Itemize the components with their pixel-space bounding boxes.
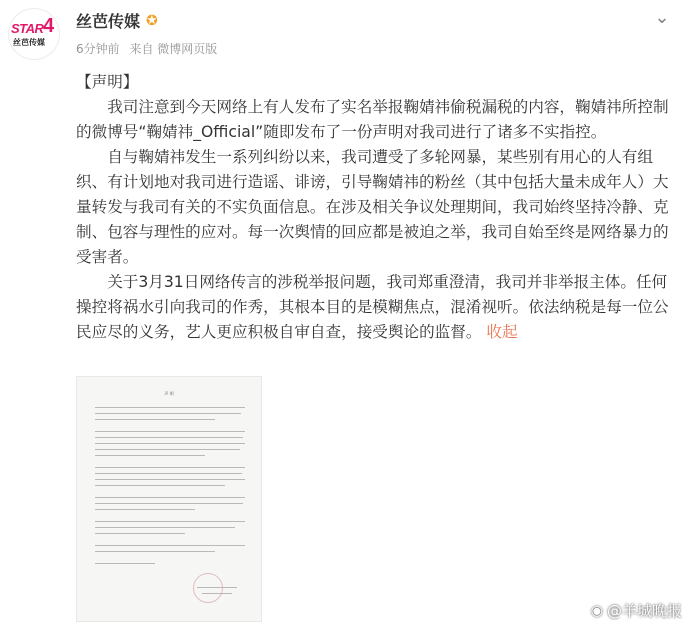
avatar[interactable]: [8, 8, 60, 60]
post-time[interactable]: 6分钟前: [76, 42, 120, 56]
doc-text-line: [95, 473, 242, 474]
doc-text-line: [95, 497, 245, 498]
chevron-down-icon[interactable]: ⌄: [654, 7, 670, 28]
verified-badge-icon: ✪: [146, 12, 158, 29]
image-watermark: [591, 600, 682, 621]
post-source: 来自 微博网页版: [129, 42, 218, 56]
post-header: [0, 0, 690, 70]
doc-text-line: [95, 521, 245, 522]
logo-company-text: 丝芭传媒: [13, 38, 45, 47]
doc-text-line: [95, 467, 245, 468]
doc-text-line: [95, 407, 245, 408]
post-paragraph: [76, 270, 682, 345]
statement-image[interactable]: [76, 376, 262, 622]
doc-text-line: [95, 455, 205, 456]
doc-text-line: [95, 419, 215, 420]
logo-star-text: STAR: [11, 21, 44, 36]
post-heading: 【声明】: [76, 73, 139, 91]
logo-four-text: 4: [43, 15, 55, 37]
doc-text-line: [95, 527, 235, 528]
doc-text-line: [95, 413, 241, 414]
doc-text-line: [95, 437, 243, 438]
weibo-icon: ◉: [590, 602, 603, 619]
author-name[interactable]: 丝芭传媒: [76, 12, 141, 31]
post-body: [76, 70, 682, 345]
doc-text-line: [95, 485, 225, 486]
doc-text-line: [95, 479, 245, 480]
doc-text-line: [95, 563, 155, 564]
post-meta: [76, 40, 223, 57]
doc-text-line: [95, 533, 185, 534]
doc-text-line: [95, 545, 245, 546]
doc-text-line: [95, 449, 240, 450]
watermark-text: @羊城晚报: [606, 602, 682, 620]
post-paragraph: 我司注意到今天网络上有人发布了实名举报鞠婧祎偷税漏税的内容，鞠婧祎所控制的微博号“鞠婧祎_Official”随即发布了一份声明对我司进行了诸多不实指控。: [76, 98, 669, 141]
author-row: [76, 9, 158, 32]
company-seal-icon: [193, 573, 223, 603]
collapse-link[interactable]: 收起: [486, 323, 518, 341]
doc-text-line: [95, 431, 245, 432]
doc-text-line: [95, 509, 195, 510]
post-paragraph-text: 关于3月31日网络传言的涉税举报问题，我司郑重澄清，我司并非举报主体。任何操控将祸水引向我司的作秀，其根本目的是模糊焦点，混淆视听。依法纳税是每一位公民应尽的义务，艺人更应积极自审自查，接受舆论的监督。: [76, 273, 669, 341]
doc-text-line: [95, 443, 245, 444]
doc-text-line: [95, 503, 243, 504]
post-paragraph: 自与鞠婧祎发生一系列纠纷以来，我司遭受了多轮网暴，某些别有用心的人有组织、有计划地对我司进行造谣、诽谤，引导鞠婧祎的粉丝（其中包括大量未成年人）大量转发与我司有关的不实负面信息。在涉及相关争议处理期间，我司始终坚持冷静、克制、包容与理性的应对。每一次舆情的回应都是被迫之举，我司自始至终是网络暴力的受害者。: [76, 148, 669, 266]
doc-text-line: [95, 551, 215, 552]
statement-image-title: 声 明: [164, 391, 174, 396]
